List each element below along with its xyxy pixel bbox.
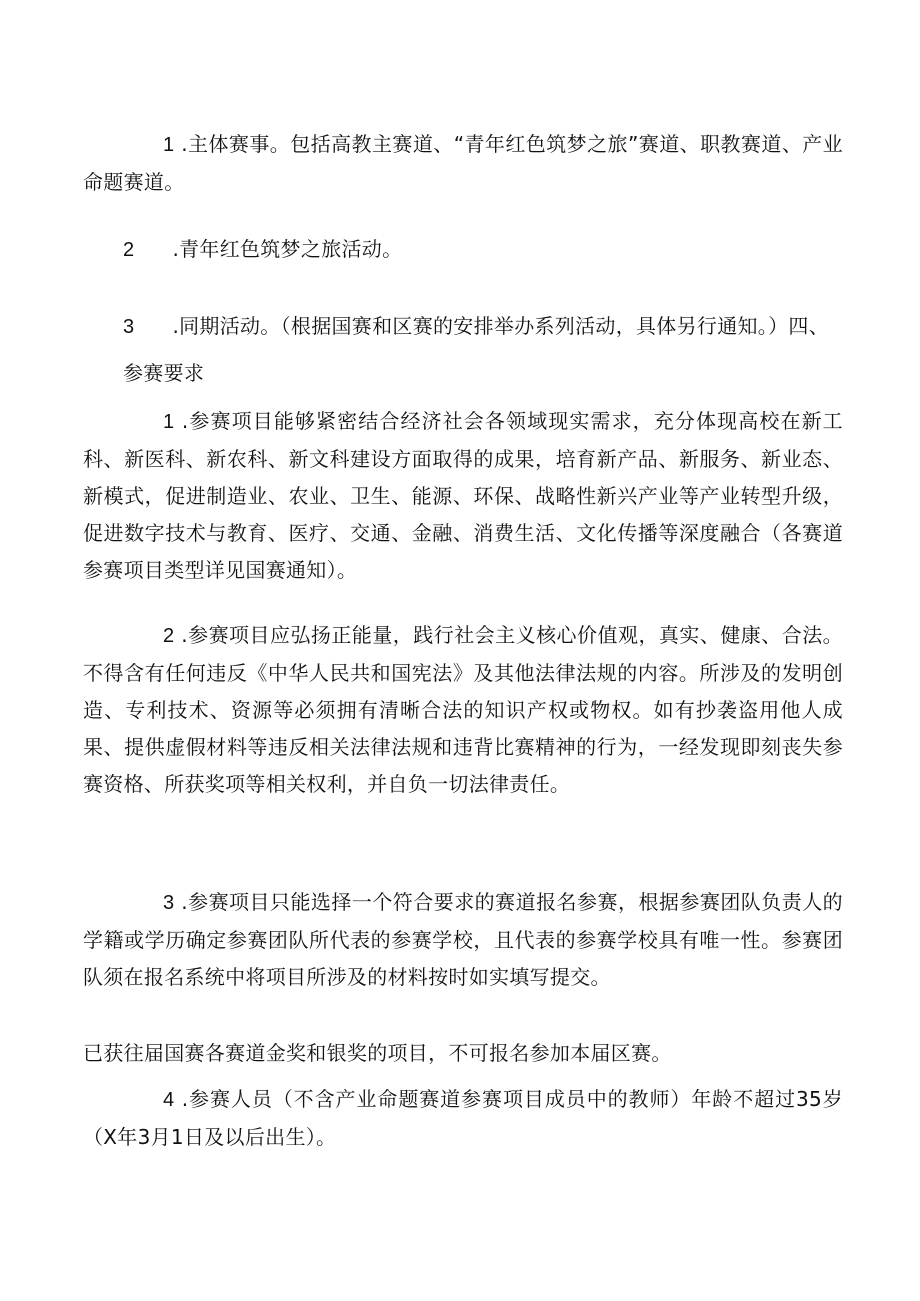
item-text: .参赛项目应弘扬正能量，践行社会主义核心价值观，真实、健康、合法。不得含有任何违反《中华人民共和国宪法》及其他法律法规的内容。所涉及的发明创造、专利技术、资源等必须拥有清晰合法的知识产权或物权。如有抄袭盗用他人成果、提供虚假材料等违反相关法律法规和违背比赛精神的行为，一经发现即刻丧失参赛资格、所获奖项等相关权利，并自负一切法律责任。: [83, 623, 843, 796]
item-number: 2: [123, 239, 135, 261]
item-number: 1: [163, 411, 175, 433]
requirement-item-4: [83, 1081, 843, 1156]
item-text: .参赛项目只能选择一个符合要求的赛道报名参赛，根据参赛团队负责人的学籍或学历确定参赛团队所代表的参赛学校，且代表的参赛学校具有唯一性。参赛团队须在报名系统中将项目所涉及的材料按时如实填写提交。: [83, 890, 843, 989]
requirement-item-3: [83, 884, 843, 996]
item-text: .参赛人员（不含产业命题赛道参赛项目成员中的教师）年龄不超过35岁（X年3月1日及以后出生）。: [83, 1087, 843, 1149]
requirement-item-2: [83, 617, 843, 803]
section-heading: 参赛要求: [123, 361, 205, 385]
item-number: 4: [163, 1089, 175, 1111]
paragraph-item-2: [123, 231, 402, 269]
requirement-item-3-note: 已获往届国赛各赛道金奖和银奖的项目，不可报名参加本届区赛。: [83, 1041, 672, 1065]
paragraph-item-1: [83, 126, 843, 201]
item-number: 2: [163, 625, 175, 647]
item-text: .主体赛事。包括高教主赛道、“青年红色筑梦之旅”赛道、职教赛道、产业命题赛道。: [83, 132, 843, 194]
item-text: .参赛项目能够紧密结合经济社会各领域现实需求，充分体现高校在新工科、新医科、新农科、新文科建设方面取得的成果，培育新产品、新服务、新业态、新模式，促进制造业、农业、卫生、能源、环保、战略性新兴产业等产业转型升级，促进数字技术与教育、医疗、交通、金融、消费生活、文化传播等深度融合（各赛道参赛项目类型详见国赛通知）。: [83, 409, 843, 582]
item-number: 3: [163, 892, 175, 914]
item-number: 1: [163, 134, 175, 156]
requirement-item-1: [83, 403, 843, 589]
item-text: .同期活动。（根据国赛和区赛的安排举办系列活动，具体另行通知。）四、: [172, 314, 829, 338]
item-number: 3: [123, 316, 135, 338]
paragraph-item-3: [123, 308, 829, 346]
item-text: .青年红色筑梦之旅活动。: [172, 237, 403, 261]
